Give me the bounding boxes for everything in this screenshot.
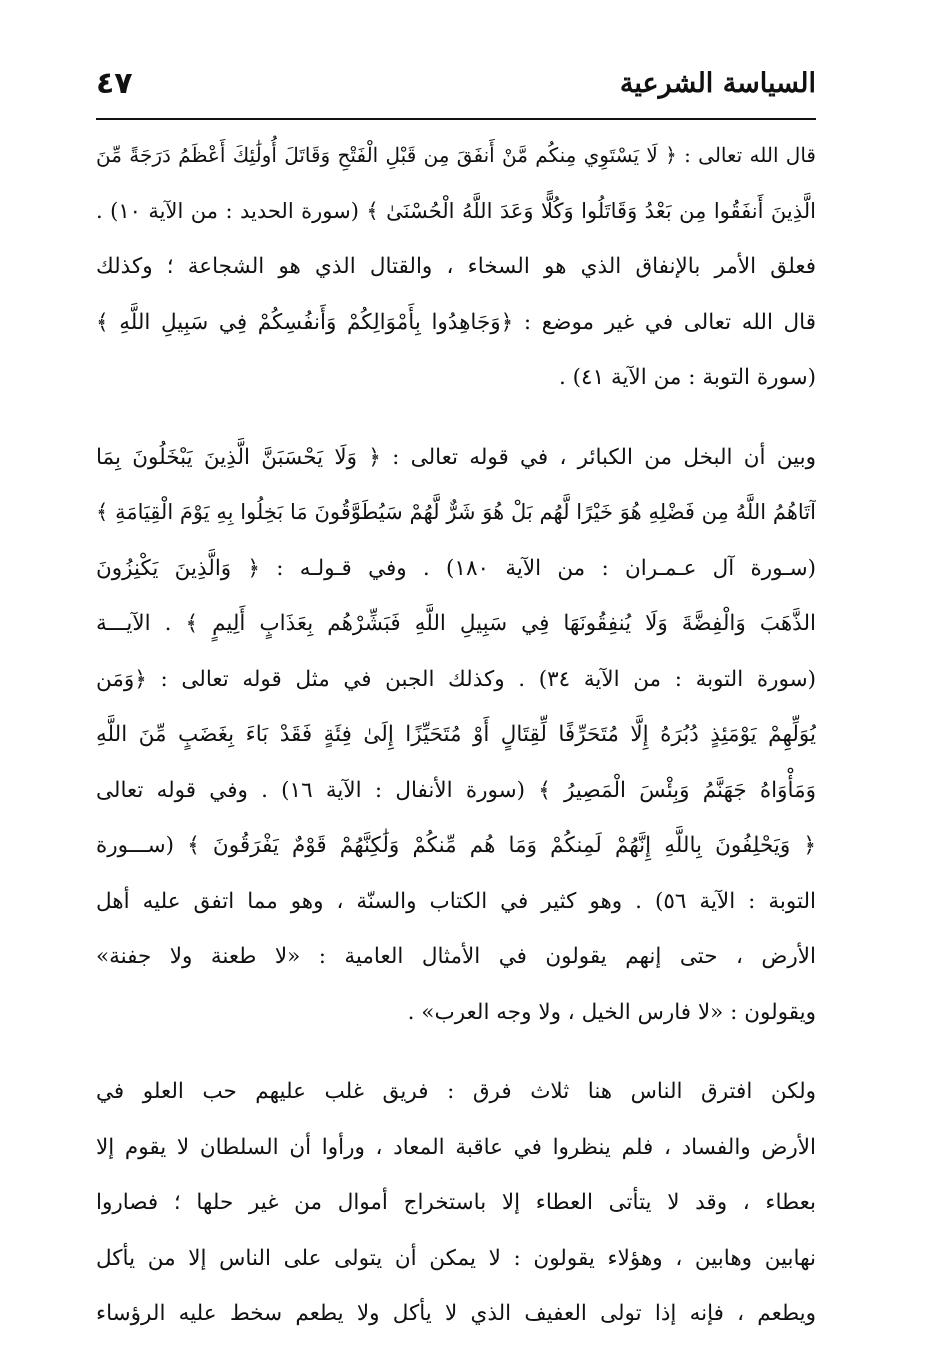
- text-line: فعلق الأمر بالإنفاق الذي هو السخاء ، والقتال الذي هو الشجاعة ؛ وكذلك: [96, 254, 816, 279]
- page-number: ٤٧: [96, 66, 133, 101]
- text-line: آتَاهُمُ اللَّهُ مِن فَضْلِهِ هُوَ خَيْرًا لَّهُم بَلْ هُوَ شَرٌّ لَّهُمْ سَيُطَوَّقُونَ مَا بَخِلُوا بِهِ يَوْمَ الْقِيَامَةِ ﴾: [96, 500, 816, 524]
- paragraph-gap: [96, 406, 816, 430]
- text-line: الأرض ، حتى إنهم يقولون في الأمثال العامية : «لا طعنة ولا جفنة»: [96, 944, 816, 969]
- paragraph-2: [96, 430, 816, 1041]
- header-rule: [96, 118, 816, 120]
- text-line: الَّذِينَ أَنفَقُوا مِن بَعْدُ وَقَاتَلُوا وَكُلًّا وَعَدَ اللَّهُ الْحُسْنَىٰ ﴾ (سورة الحديد : من الآية ١٠) .: [96, 198, 816, 223]
- text-line: نهابين وهابين ، وهؤلاء يقولون : لا يمكن أن يتولى على الناس إلا من يأكل: [96, 1245, 816, 1271]
- text-line: الذَّهَبَ وَالْفِضَّةَ وَلَا يُنفِقُونَهَا فِي سَبِيلِ اللَّهِ فَبَشِّرْهُم بِعَذَابٍ أَلِيمٍ ﴾ . الآيـــة: [96, 611, 816, 636]
- paragraph-1: [96, 128, 816, 406]
- text-line: قال الله تعالى : ﴿ لَا يَسْتَوِي مِنكُم مَّنْ أَنفَقَ مِن قَبْلِ الْفَتْحِ وَقَاتَلَ أُولَٰئِكَ أَعْظَمُ دَرَجَةً مِّنَ: [96, 143, 816, 167]
- text-line: (سورة التوبة : من الآية ٤١) .: [558, 365, 816, 390]
- text-line: الأرض والفساد ، فلم ينظروا في عاقبة المعاد ، ورأوا أن السلطان لا يقوم إلا: [96, 1134, 816, 1160]
- text-line: ولكن افترق الناس هنا ثلاث فرق : فريق غلب عليهم حب العلو في: [96, 1079, 816, 1104]
- text-line: وبين أن البخل من الكبائر ، في قوله تعالى : ﴿ وَلَا يَحْسَبَنَّ الَّذِينَ يَبْخَلُونَ بِمَا: [96, 444, 816, 470]
- text-line: قال الله تعالى في غير موضع : ﴿وَجَاهِدُوا بِأَمْوَالِكُمْ وَأَنفُسِكُمْ فِي سَبِيلِ اللَّهِ ﴾: [96, 309, 816, 335]
- body-text: [96, 128, 816, 1342]
- running-title: السياسة الشرعية: [619, 68, 816, 99]
- text-line: ﴿ وَيَحْلِفُونَ بِاللَّهِ إِنَّهُمْ لَمِنكُمْ وَمَا هُم مِّنكُمْ وَلَٰكِنَّهُمْ قَوْمٌ يَفْرَقُونَ ﴾ (ســـورة: [96, 833, 816, 858]
- text-line: التوبة : الآية ٥٦) . وهو كثير في الكتاب والسنّة ، وهو مما اتفق عليه أهل: [96, 888, 816, 914]
- paragraph-3: [96, 1064, 816, 1342]
- text-line: ويطعم ، فإنه إذا تولى العفيف الذي لا يأكل ولا يطعم سخط عليه الرؤساء: [96, 1301, 816, 1326]
- text-line: (سورة التوبة : من الآية ٣٤) . وكذلك الجبن في مثل قوله تعالى : ﴿وَمَن: [96, 666, 816, 692]
- text-line: ويقولون : «لا فارس الخيل ، ولا وجه العرب» .: [407, 999, 816, 1025]
- text-line: وَمَأْوَاهُ جَهَنَّمُ وَبِئْسَ الْمَصِيرُ ﴾ (سورة الأنفال : الآية ١٦) . وفي قوله تعالى: [96, 777, 816, 803]
- text-line: بعطاء ، وقد لا يتأتى العطاء إلا باستخراج أموال من غير حلها ؛ فصاروا: [96, 1190, 816, 1215]
- page-header: [96, 62, 816, 114]
- text-line: (سـورة آل عـمـران : من الآية ١٨٠) . وفي قـولـه : ﴿ وَالَّذِينَ يَكْنِزُونَ: [96, 555, 816, 581]
- text-line: يُوَلِّهِمْ يَوْمَئِذٍ دُبُرَهُ إِلَّا مُتَحَرِّفًا لِّقِتَالٍ أَوْ مُتَحَيِّزًا إِلَىٰ فِئَةٍ فَقَدْ بَاءَ بِغَضَبٍ مِّنَ اللَّهِ: [96, 722, 816, 747]
- paragraph-gap: [96, 1040, 816, 1064]
